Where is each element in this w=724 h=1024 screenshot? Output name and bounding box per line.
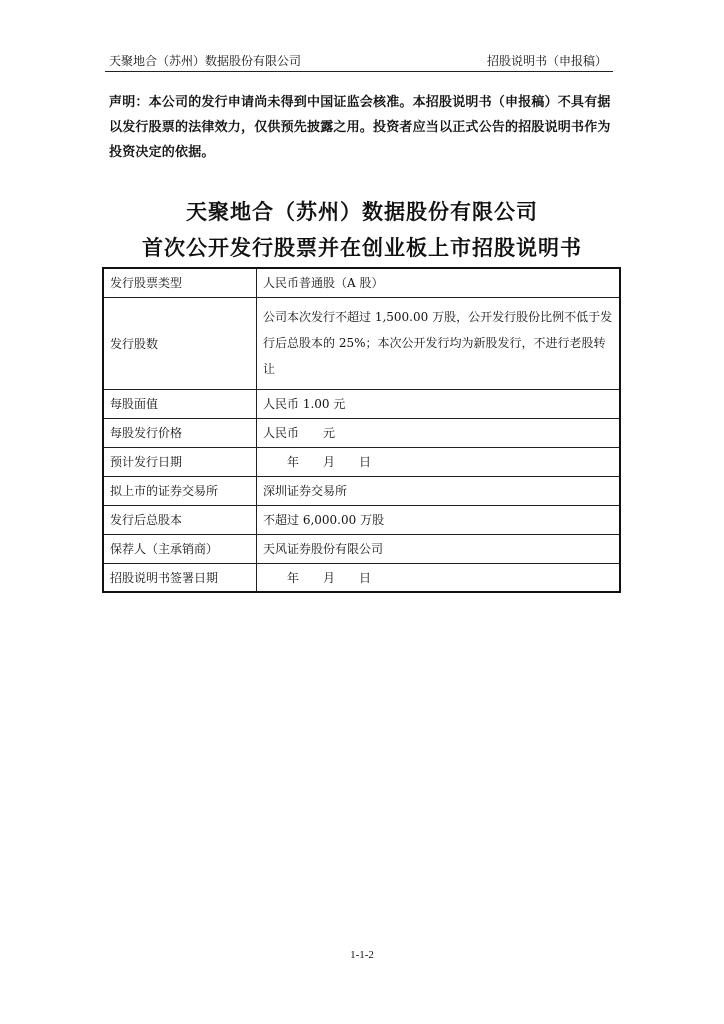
- page-header: [105, 51, 613, 72]
- table-row: [103, 297, 620, 389]
- table-row: [103, 418, 620, 447]
- row-value: 深圳证券交易所: [257, 476, 621, 505]
- row-value: 天风证券股份有限公司: [257, 534, 621, 563]
- disclaimer-statement: 声明：本公司的发行申请尚未得到中国证监会核准。本招股说明书（申报稿）不具有据以发行股票的法律效力，仅供预先披露之用。投资者应当以正式公告的招股说明书作为投资决定的依据。: [109, 95, 611, 160]
- row-value: 年 月 日: [257, 563, 621, 592]
- table-row: [103, 389, 620, 418]
- document-title: 首次公开发行股票并在创业板上市招股说明书: [142, 236, 582, 260]
- header-document-type: 招股说明书（申报稿）: [486, 54, 607, 68]
- row-value: 公司本次发行不超过 1,500.00 万股，公开发行股份比例不低于发行后总股本的 25%；本次公开发行均为新股发行，不进行老股转让: [257, 297, 621, 389]
- row-key: 保荐人（主承销商）: [103, 534, 257, 563]
- row-value: 人民币 1.00 元: [257, 389, 621, 418]
- company-title: 天聚地合（苏州）数据股份有限公司: [186, 200, 538, 224]
- row-key: 发行后总股本: [103, 505, 257, 534]
- row-key: 每股发行价格: [103, 418, 257, 447]
- table-row: [103, 268, 620, 297]
- row-key: 发行股数: [103, 297, 257, 389]
- page-number: 1-1-2: [350, 949, 374, 961]
- row-key: 招股说明书签署日期: [103, 563, 257, 592]
- table-row: [103, 563, 620, 592]
- row-key: 每股面值: [103, 389, 257, 418]
- row-value: 不超过 6,000.00 万股: [257, 505, 621, 534]
- table-row: [103, 534, 620, 563]
- table-row: [103, 447, 620, 476]
- row-key: 拟上市的证券交易所: [103, 476, 257, 505]
- header-company-name: 天聚地合（苏州）数据股份有限公司: [109, 54, 302, 68]
- table-row: [103, 476, 620, 505]
- row-key: 发行股票类型: [103, 268, 257, 297]
- row-value: 人民币 元: [257, 418, 621, 447]
- row-value: 人民币普通股（A 股）: [257, 268, 621, 297]
- offering-info-table: [102, 267, 621, 593]
- row-value: 年 月 日: [257, 447, 621, 476]
- table-row: [103, 505, 620, 534]
- row-key: 预计发行日期: [103, 447, 257, 476]
